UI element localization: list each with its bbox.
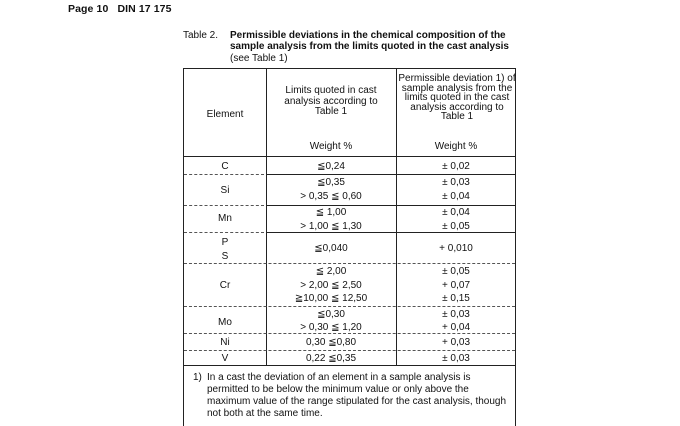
table-row-element: Si xyxy=(220,185,230,196)
table-row-element: Cr xyxy=(219,280,231,291)
group-separator xyxy=(184,263,515,264)
group-separator xyxy=(184,333,515,334)
table-row-limits: ≦ 2,00 xyxy=(315,266,347,277)
table-row-deviation: + 0,010 xyxy=(439,243,473,254)
table-row-element: Ni xyxy=(220,337,230,348)
composition-deviation-table xyxy=(183,68,516,366)
group-separator xyxy=(184,306,515,307)
table-row-deviation: + 0,03 xyxy=(441,337,471,348)
table-row-limits: 0,30 ≦0,80 xyxy=(305,337,357,348)
group-separator xyxy=(184,174,264,175)
table-row-deviation: ± 0,15 xyxy=(442,293,470,304)
table-row-element: P xyxy=(221,237,229,248)
table-row-deviation: ± 0,03 xyxy=(442,177,470,188)
table-row-element: Mo xyxy=(218,317,232,328)
table-row-deviation: ± 0,04 xyxy=(442,191,470,202)
footnote-marker: 1) xyxy=(193,372,202,383)
table-row-limits: > 2,00 ≦ 2,50 xyxy=(300,280,362,291)
header-deviation: Permissible deviation 1) of sample analysis from the limits quoted in the cast analysis according to Table 1 xyxy=(398,73,516,123)
group-separator xyxy=(266,205,515,206)
header-separator xyxy=(184,156,515,157)
table-row-element: C xyxy=(221,161,229,172)
page-header: Page 10 DIN 17 175 xyxy=(68,3,172,15)
table-row-limits: ≦0,30 xyxy=(317,309,345,320)
group-separator xyxy=(184,205,264,206)
header-element: Element xyxy=(206,109,244,120)
group-separator xyxy=(184,350,515,351)
table-row-deviation: ± 0,05 xyxy=(442,266,470,277)
table-row-element: V xyxy=(221,353,229,364)
table-row-deviation: ± 0,02 xyxy=(442,161,470,172)
table-row-limits: > 0,35 ≦ 0,60 xyxy=(300,191,362,202)
group-separator xyxy=(266,174,515,175)
table-caption-subtitle: (see Table 1) xyxy=(230,53,288,64)
group-separator xyxy=(184,232,264,233)
table-row-limits: ≧10,00 ≦ 12,50 xyxy=(294,293,368,304)
footnote-text: In a cast the deviation of an element in a sample analysis is permitted to be below the minimum value or only above the maximum value of the range stipulated for the cast analysis, though not both at the same time. xyxy=(207,372,507,419)
table-row-limits: ≦0,35 xyxy=(317,177,345,188)
header-limits-unit: Weight % xyxy=(309,141,353,152)
table-row-element: Mn xyxy=(218,213,232,224)
table-caption-label: Table 2. xyxy=(183,30,219,41)
table-row-element: S xyxy=(221,251,229,262)
table-row-limits: ≦0,24 xyxy=(317,161,345,172)
table-row-deviation: ± 0,03 xyxy=(442,309,470,320)
table-row-deviation: ± 0,05 xyxy=(442,221,470,232)
table-caption-title: Permissible deviations in the chemical composition of the sample analysis from the limits quoted in the cast analysis xyxy=(230,30,509,52)
group-separator xyxy=(266,232,515,233)
table-row-deviation: ± 0,04 xyxy=(442,207,470,218)
table-row-deviation: ± 0,03 xyxy=(442,353,470,364)
header-deviation-unit: Weight % xyxy=(434,141,478,152)
table-row-deviation: + 0,07 xyxy=(441,280,471,291)
table-row-limits: ≦ 1,00 xyxy=(315,207,347,218)
table-row-limits: 0,22 ≦0,35 xyxy=(305,353,357,364)
table-row-limits: ≦0,040 xyxy=(314,243,348,254)
header-limits: Limits quoted in cast analysis according to Table 1 xyxy=(284,85,378,117)
table-row-deviation: + 0,04 xyxy=(441,322,471,333)
table-row-limits: > 0,30 ≦ 1,20 xyxy=(300,322,362,333)
table-row-limits: > 1,00 ≦ 1,30 xyxy=(300,221,362,232)
